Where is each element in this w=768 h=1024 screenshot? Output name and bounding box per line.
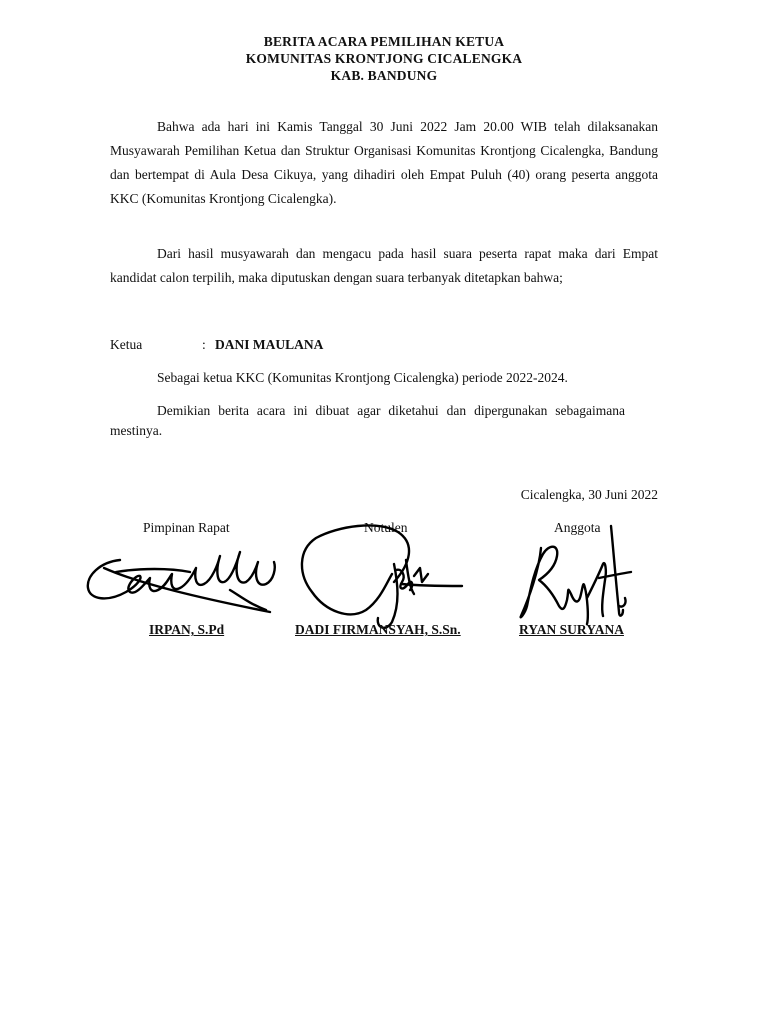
title-line-2: KOMUNITAS KRONTJONG CICALENGKA: [245, 51, 523, 66]
signature-anggota: [515, 520, 640, 625]
name-notulen: DADI FIRMANSYAH, S.Sn.: [295, 622, 461, 637]
title-line-1: BERITA ACARA PEMILIHAN KETUA: [263, 34, 505, 49]
ketua-colon: :: [202, 337, 206, 352]
role-pimpinan-rapat: Pimpinan Rapat: [143, 520, 230, 535]
ketua-period-line: Sebagai ketua KKC (Komunitas Krontjong Cicalengka) periode 2022-2024.: [157, 370, 568, 385]
place-date: Cicalengka, 30 Juni 2022: [520, 487, 658, 502]
ketua-name: DANI MAULANA: [215, 337, 324, 352]
name-anggota: RYAN SURYANA: [519, 622, 624, 637]
role-anggota: Anggota: [554, 520, 601, 535]
title-line-3: KAB. BANDUNG: [330, 68, 438, 83]
paragraph-decision: Dari hasil musyawarah dan mengacu pada hasil suara peserta rapat maka dari Empat kandidat calon terpilih, maka diputuskan dengan suara terbanyak ditetapkan bahwa;: [110, 246, 658, 285]
paragraph-opening: Bahwa ada hari ini Kamis Tanggal 30 Juni 2022 Jam 20.00 WIB telah dilaksanakan Musyawarah Pemilihan Ketua dan Struktur Organisasi Komunitas Krontjong Cicalengka, Bandung dan bertempat di Aula Desa Cikuya, yang dihadiri oleh Empat Puluh (40) orang peserta anggota KKC (Komunitas Krontjong Cicalengka).: [110, 119, 658, 206]
ketua-label: Ketua: [110, 337, 143, 352]
signature-pimpinan-rapat: [80, 538, 280, 618]
paragraph-closing: Demikian berita acara ini dibuat agar diketahui dan dipergunakan sebagaimana mestinya.: [110, 403, 625, 438]
signature-notulen: [298, 524, 468, 634]
name-pimpinan-rapat: IRPAN, S.Pd: [149, 622, 225, 637]
role-notulen: Notulen: [364, 520, 408, 535]
